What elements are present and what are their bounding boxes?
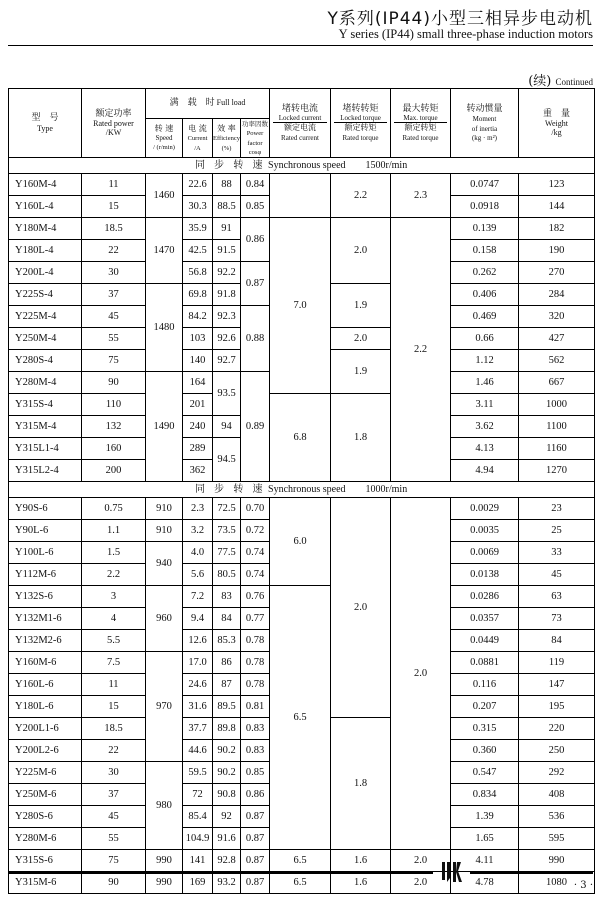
table-cell: 30 [82, 261, 146, 283]
company-logo-icon [440, 860, 464, 884]
table-cell: Y280S-4 [9, 349, 82, 371]
table-cell: 89.5 [213, 695, 241, 717]
table-cell: 119 [519, 651, 595, 673]
table-cell: 1.9 [331, 283, 391, 327]
table-cell: 0.315 [451, 717, 519, 739]
table-cell: Y180L-6 [9, 695, 82, 717]
table-cell: 1100 [519, 415, 595, 437]
table-cell: 90.8 [213, 783, 241, 805]
table-cell: 2.2 [331, 173, 391, 217]
table-cell: 284 [519, 283, 595, 305]
table-cell: 182 [519, 217, 595, 239]
table-cell: 0.89 [241, 371, 270, 481]
table-row [9, 585, 595, 607]
table-cell: 0.87 [241, 827, 270, 849]
table-cell: 667 [519, 371, 595, 393]
table-cell: 92.8 [213, 849, 241, 871]
table-cell: 0.77 [241, 607, 270, 629]
table-cell: 0.66 [451, 327, 519, 349]
table-cell: 1460 [146, 173, 183, 217]
table-cell: 83 [213, 585, 241, 607]
table-cell: 1000 [519, 393, 595, 415]
table-cell: 7.2 [183, 585, 213, 607]
table-cell: 427 [519, 327, 595, 349]
table-cell: 11 [82, 673, 146, 695]
title-zh: Y系列(IP44)小型三相异步电动机 [327, 9, 593, 29]
page-number: · 3 · [573, 880, 593, 891]
table-cell: 90 [82, 871, 146, 893]
table-row [9, 217, 595, 239]
table-cell: 0.83 [241, 717, 270, 739]
table-cell: Y315S-6 [9, 849, 82, 871]
table-cell: 190 [519, 239, 595, 261]
table-cell: Y225S-4 [9, 283, 82, 305]
continued-note: (续) Continued [528, 74, 593, 89]
table-cell: 25 [519, 519, 595, 541]
motor-spec-table [8, 88, 595, 894]
table-cell: 1.12 [451, 349, 519, 371]
table-cell: 169 [183, 871, 213, 893]
table-cell: 0.158 [451, 239, 519, 261]
table-cell: 56.8 [183, 261, 213, 283]
table-cell: 970 [146, 651, 183, 761]
table-cell: 408 [519, 783, 595, 805]
table-row [9, 393, 595, 415]
table-cell: 0.87 [241, 261, 270, 305]
table-cell: 17.0 [183, 651, 213, 673]
table-row [9, 849, 595, 871]
table-cell: 1080 [519, 871, 595, 893]
table-cell: 92.7 [213, 349, 241, 371]
table-cell: 69.8 [183, 283, 213, 305]
table-cell: 141 [183, 849, 213, 871]
table-cell: 1.1 [82, 519, 146, 541]
table-cell: 90 [82, 371, 146, 393]
table-cell: 0.78 [241, 651, 270, 673]
table-cell: 73.5 [213, 519, 241, 541]
col-locked-torque: 堵转转矩 Locked torque 额定转矩 Rated torque [331, 89, 391, 158]
table-cell: 1.65 [451, 827, 519, 849]
table-cell: Y132M1-6 [9, 607, 82, 629]
table-cell: Y250M-6 [9, 783, 82, 805]
table-cell: 2.2 [391, 217, 451, 481]
table-cell: 0.207 [451, 695, 519, 717]
table-cell: 94.5 [213, 437, 241, 481]
table-cell: 1480 [146, 283, 183, 371]
table-cell: 104.9 [183, 827, 213, 849]
table-cell: 31.6 [183, 695, 213, 717]
table-cell: 45 [82, 305, 146, 327]
table-cell: 132 [82, 415, 146, 437]
table-cell: 92 [213, 805, 241, 827]
table-cell: 0.78 [241, 673, 270, 695]
table-cell: 18.5 [82, 717, 146, 739]
table-cell: 7.0 [270, 217, 331, 393]
section-1000 [9, 481, 595, 497]
table-cell: 362 [183, 459, 213, 481]
table-cell: 1270 [519, 459, 595, 481]
table-cell: 0.0138 [451, 563, 519, 585]
table-cell: 2.2 [82, 563, 146, 585]
table-cell: 45 [82, 805, 146, 827]
table-cell: 0.87 [241, 805, 270, 827]
table-cell: 1.5 [82, 541, 146, 563]
table-cell: 0.406 [451, 283, 519, 305]
table-cell: 0.72 [241, 519, 270, 541]
table-cell: 990 [146, 849, 183, 871]
table-cell: Y160M-4 [9, 173, 82, 195]
table-cell: 960 [146, 585, 183, 651]
table-cell: Y280M-4 [9, 371, 82, 393]
table-cell: 91.8 [213, 283, 241, 305]
table-cell: Y315S-4 [9, 393, 82, 415]
table-cell: Y200L-4 [9, 261, 82, 283]
table-cell: Y315M-6 [9, 871, 82, 893]
table-cell: 9.4 [183, 607, 213, 629]
table-cell: 123 [519, 173, 595, 195]
table-cell: 201 [183, 393, 213, 415]
table-cell: 195 [519, 695, 595, 717]
table-cell: 15 [82, 695, 146, 717]
table-cell: 91 [213, 217, 241, 239]
table-cell: 91.5 [213, 239, 241, 261]
table-cell: Y132M2-6 [9, 629, 82, 651]
table-cell: 55 [82, 827, 146, 849]
table-cell: Y250M-4 [9, 327, 82, 349]
table-row [9, 497, 595, 519]
table-cell: 59.5 [183, 761, 213, 783]
table-cell: 1.39 [451, 805, 519, 827]
table-cell: 0.75 [82, 497, 146, 519]
col-locked-current: 堵转电流 Locked current 额定电流 Rated current [270, 89, 331, 158]
table-cell: 0.139 [451, 217, 519, 239]
table-cell: 0.85 [241, 761, 270, 783]
table-cell: 89.8 [213, 717, 241, 739]
title-en: Y series (IP44) small three-phase induction motors [338, 27, 593, 41]
table-cell: Y280M-6 [9, 827, 82, 849]
col-power-factor: 功率因数 Power factor cosφ [241, 119, 270, 158]
table-cell: 84 [519, 629, 595, 651]
table-cell: 11 [82, 173, 146, 195]
table-cell: 250 [519, 739, 595, 761]
table-cell: 7.5 [82, 651, 146, 673]
table-cell: 37 [82, 283, 146, 305]
table-cell: 0.78 [241, 629, 270, 651]
table-cell: 3 [82, 585, 146, 607]
table-cell: 0.0918 [451, 195, 519, 217]
table-cell: 990 [519, 849, 595, 871]
table-cell: Y200L2-6 [9, 739, 82, 761]
table-cell: 94 [213, 415, 241, 437]
table-cell: Y180L-4 [9, 239, 82, 261]
table-cell: 1490 [146, 371, 183, 481]
table-cell: 90.2 [213, 739, 241, 761]
table-cell: 990 [146, 871, 183, 893]
table-cell [270, 173, 331, 217]
table-cell: 35.9 [183, 217, 213, 239]
table-cell: 88 [213, 173, 241, 195]
table-cell: 0.70 [241, 497, 270, 519]
table-cell: 5.6 [183, 563, 213, 585]
table-cell: Y280S-6 [9, 805, 82, 827]
table-cell: 92.3 [213, 305, 241, 327]
table-cell: Y112M-6 [9, 563, 82, 585]
table-cell: 0.469 [451, 305, 519, 327]
table-cell: 22.6 [183, 173, 213, 195]
table-cell: 1.6 [331, 849, 391, 871]
table-cell: 0.0747 [451, 173, 519, 195]
table-cell: 37 [82, 783, 146, 805]
table-cell: 72 [183, 783, 213, 805]
table-cell: 30.3 [183, 195, 213, 217]
table-cell: Y225M-4 [9, 305, 82, 327]
table-cell: 160 [82, 437, 146, 459]
table-cell: 75 [82, 849, 146, 871]
table-row [9, 173, 595, 195]
footer-rule-left [8, 872, 433, 874]
col-fullload: 满 载 时 Full load [146, 89, 270, 119]
table-cell: 1.8 [331, 717, 391, 849]
table-cell: 910 [146, 519, 183, 541]
table-cell: Y90S-6 [9, 497, 82, 519]
table-cell: 33 [519, 541, 595, 563]
table-cell: 86 [213, 651, 241, 673]
table-cell: 0.0029 [451, 497, 519, 519]
col-inertia: 转动惯量 Moment of inertia (kg · m²) [451, 89, 519, 158]
table-cell: 4.94 [451, 459, 519, 481]
table-row [9, 871, 595, 893]
table-cell: 0.87 [241, 871, 270, 893]
table-cell: 2.0 [391, 497, 451, 849]
col-max-torque: 最大转矩 Max. torque 额定转矩 Rated torque [391, 89, 451, 158]
table-cell: 4.0 [183, 541, 213, 563]
table-cell: 63 [519, 585, 595, 607]
table-cell: 2.0 [391, 849, 451, 871]
table-cell: 0.834 [451, 783, 519, 805]
table-cell: 6.8 [270, 393, 331, 481]
table-cell: 0.0286 [451, 585, 519, 607]
table-cell: 22 [82, 739, 146, 761]
table-cell: 0.0881 [451, 651, 519, 673]
table-cell: 同 步 转 速 Synchronous speed 1000r/min [9, 481, 595, 497]
table-cell: 0.86 [241, 783, 270, 805]
table-cell: 45 [519, 563, 595, 585]
table-cell: 240 [183, 415, 213, 437]
col-type: 型 号 Type [9, 89, 82, 158]
table-cell: 92.2 [213, 261, 241, 283]
table-cell: Y100L-6 [9, 541, 82, 563]
table-cell: Y315L2-4 [9, 459, 82, 481]
table-cell: 292 [519, 761, 595, 783]
table-cell: Y132S-6 [9, 585, 82, 607]
table-cell: 4.13 [451, 437, 519, 459]
table-cell: 110 [82, 393, 146, 415]
table-cell: 3.11 [451, 393, 519, 415]
table-cell: 1470 [146, 217, 183, 283]
table-cell: 6.0 [270, 497, 331, 585]
table-cell: 1.6 [331, 871, 391, 893]
table-cell: 200 [82, 459, 146, 481]
table-cell: Y315L1-4 [9, 437, 82, 459]
table-cell: 84.2 [183, 305, 213, 327]
table-cell: 320 [519, 305, 595, 327]
table-cell: 3.62 [451, 415, 519, 437]
table-cell: 0.262 [451, 261, 519, 283]
table-cell: 164 [183, 371, 213, 393]
table-cell: 6.5 [270, 871, 331, 893]
table-cell: 0.81 [241, 695, 270, 717]
table-cell: 24.6 [183, 673, 213, 695]
table-cell: 595 [519, 827, 595, 849]
table-cell: 93.5 [213, 371, 241, 415]
table-cell: 85.4 [183, 805, 213, 827]
table-cell: 77.5 [213, 541, 241, 563]
table-cell: 87 [213, 673, 241, 695]
table-cell: 4.11 [451, 849, 519, 871]
table-cell: 88.5 [213, 195, 241, 217]
table-cell: 140 [183, 349, 213, 371]
table-cell: 0.0069 [451, 541, 519, 563]
table-cell: 144 [519, 195, 595, 217]
table-cell: 980 [146, 761, 183, 849]
table-cell: 0.87 [241, 849, 270, 871]
table-cell: Y200L1-6 [9, 717, 82, 739]
table-cell: 同 步 转 速 Synchronous speed 1500r/min [9, 157, 595, 173]
col-power: 额定功率 Rated power /KW [82, 89, 146, 158]
table-cell: 1160 [519, 437, 595, 459]
table-cell: 91.6 [213, 827, 241, 849]
table-cell: 0.85 [241, 195, 270, 217]
table-cell: 55 [82, 327, 146, 349]
table-cell: 6.5 [270, 849, 331, 871]
table-cell: 0.0449 [451, 629, 519, 651]
table-cell: 0.84 [241, 173, 270, 195]
table-cell: 44.6 [183, 739, 213, 761]
table-cell: 75 [82, 349, 146, 371]
table-cell: 2.3 [391, 173, 451, 217]
table-cell: Y160M-6 [9, 651, 82, 673]
table-cell: 4 [82, 607, 146, 629]
table-cell: 73 [519, 607, 595, 629]
table-cell: 910 [146, 497, 183, 519]
table-cell: 5.5 [82, 629, 146, 651]
table-cell: 18.5 [82, 217, 146, 239]
table-cell: 0.0035 [451, 519, 519, 541]
table-cell: 23 [519, 497, 595, 519]
table-cell: 3.2 [183, 519, 213, 541]
table-cell: 93.2 [213, 871, 241, 893]
table-cell: 42.5 [183, 239, 213, 261]
col-weight: 重 量 Weight /kg [519, 89, 595, 158]
table-cell: Y90L-6 [9, 519, 82, 541]
table-cell: 2.3 [183, 497, 213, 519]
table-cell: 4.78 [451, 871, 519, 893]
table-cell: 6.5 [270, 585, 331, 849]
table-cell: 30 [82, 761, 146, 783]
table-cell: 37.7 [183, 717, 213, 739]
table-cell: 0.116 [451, 673, 519, 695]
footer-rule-right [470, 872, 593, 874]
table-cell: 1.46 [451, 371, 519, 393]
table-cell: Y160L-6 [9, 673, 82, 695]
col-current: 电 流 Current /A [183, 119, 213, 158]
table-cell: 22 [82, 239, 146, 261]
table-cell: 289 [183, 437, 213, 459]
table-cell: 2.0 [331, 217, 391, 283]
table-cell: 0.547 [451, 761, 519, 783]
table-cell: 12.6 [183, 629, 213, 651]
table-cell: 15 [82, 195, 146, 217]
table-cell: 85.3 [213, 629, 241, 651]
table-cell: 0.360 [451, 739, 519, 761]
table-cell: 536 [519, 805, 595, 827]
table-cell: Y225M-6 [9, 761, 82, 783]
col-efficiency: 效 率 Efficiency (%) [213, 119, 241, 158]
table-cell: 0.74 [241, 541, 270, 563]
table-cell: 1.9 [331, 349, 391, 393]
col-speed: 转 速 Speed / (r/min) [146, 119, 183, 158]
table-cell: 0.83 [241, 739, 270, 761]
table-cell: 0.86 [241, 217, 270, 261]
table-cell: 2.0 [391, 871, 451, 893]
table-cell: 92.6 [213, 327, 241, 349]
table-cell: 80.5 [213, 563, 241, 585]
table-cell: Y160L-4 [9, 195, 82, 217]
table-cell: 0.88 [241, 305, 270, 371]
table-cell: 2.0 [331, 327, 391, 349]
table-cell: 84 [213, 607, 241, 629]
table-cell: 0.74 [241, 563, 270, 585]
table-cell: 147 [519, 673, 595, 695]
table-cell: 0.76 [241, 585, 270, 607]
table-cell: 562 [519, 349, 595, 371]
table-cell: Y180M-4 [9, 217, 82, 239]
table-cell: Y315M-4 [9, 415, 82, 437]
table-cell: 270 [519, 261, 595, 283]
table-cell: 0.0357 [451, 607, 519, 629]
header-rule [8, 45, 593, 46]
table-cell: 90.2 [213, 761, 241, 783]
table-cell: 103 [183, 327, 213, 349]
table-cell: 72.5 [213, 497, 241, 519]
table-cell: 2.0 [331, 497, 391, 717]
table-cell: 220 [519, 717, 595, 739]
table-cell: 940 [146, 541, 183, 585]
section-1500 [9, 157, 595, 173]
table-cell: 1.8 [331, 393, 391, 481]
